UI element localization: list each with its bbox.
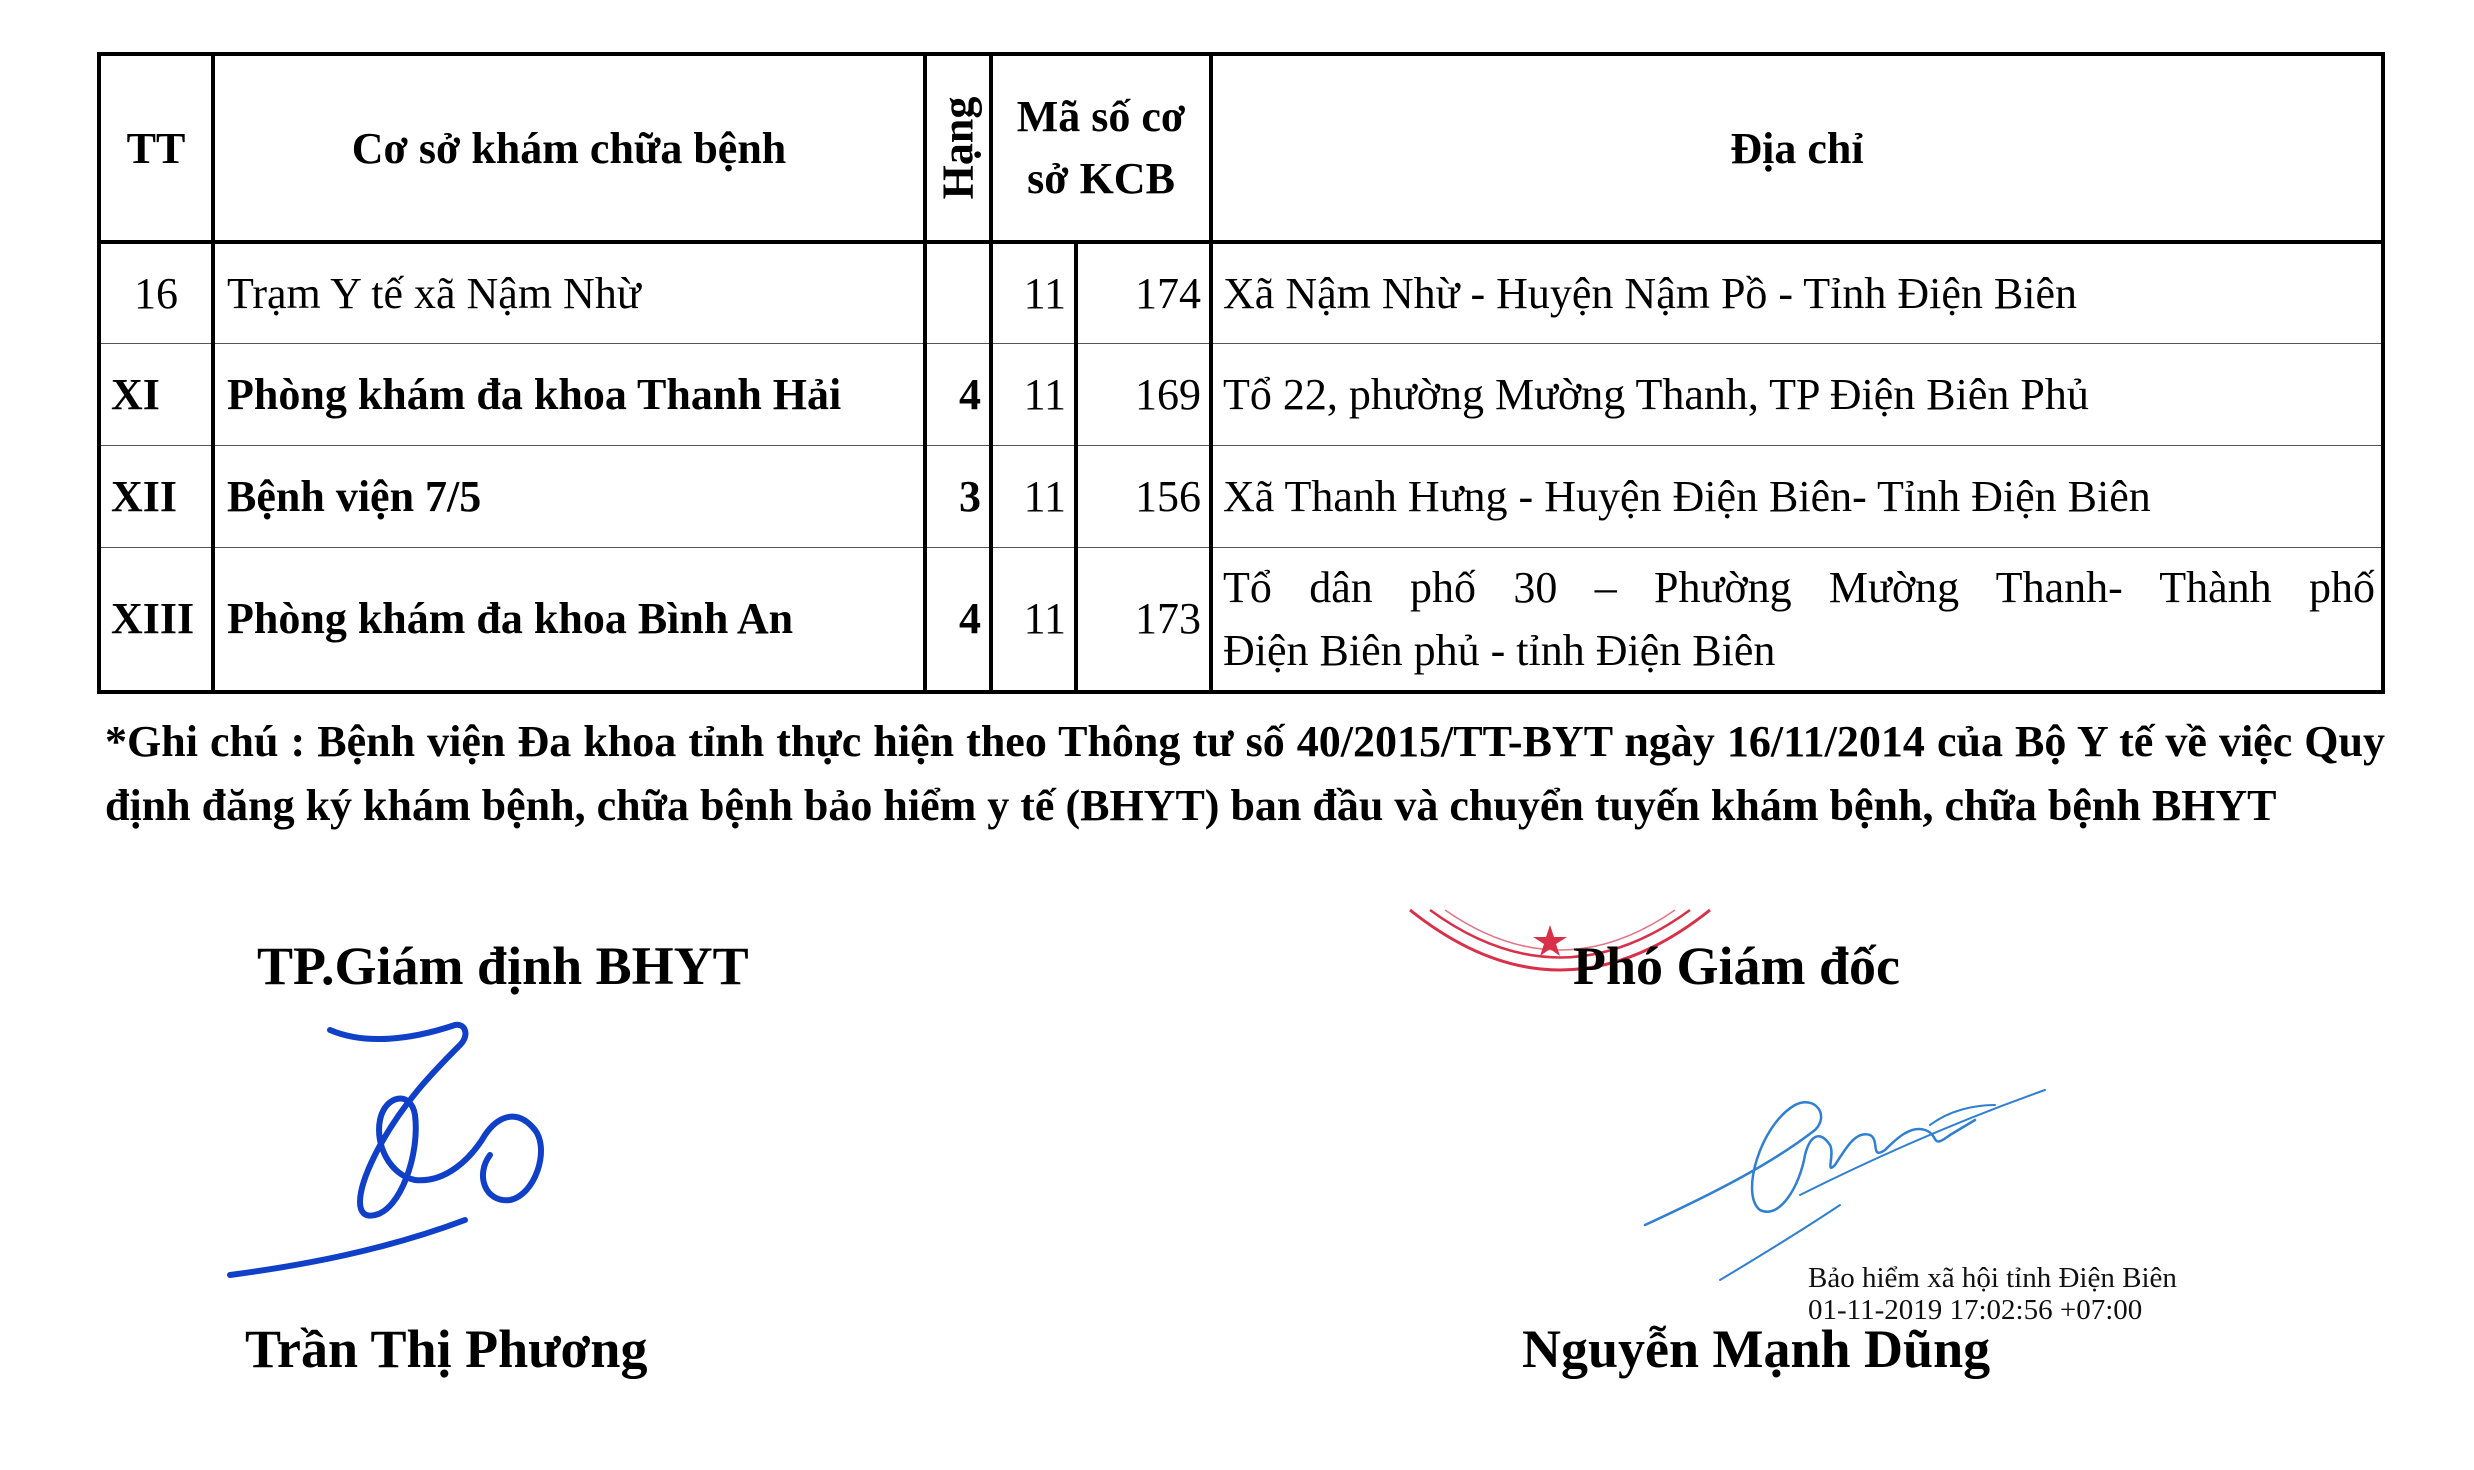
cell-tt: XII: [99, 446, 213, 548]
cell-code-facility: 173: [1076, 547, 1211, 692]
cell-code-facility: 156: [1076, 446, 1211, 548]
cell-tt: XI: [99, 344, 213, 446]
cell-address-line2: Điện Biên phủ - tỉnh Điện Biên: [1223, 625, 1776, 675]
left-signer-title: TP.Giám định BHYT: [257, 936, 749, 996]
header-facility: Cơ sở khám chữa bệnh: [213, 54, 925, 242]
cell-code-province: 11: [991, 547, 1076, 692]
cell-facility: Bệnh viện 7/5: [213, 446, 925, 548]
cell-address: Tổ 22, phường Mường Thanh, TP Điện Biên Phủ: [1211, 344, 2383, 446]
cell-facility: Phòng khám đa khoa Bình An: [213, 547, 925, 692]
header-rank-label: Hạng: [933, 96, 983, 200]
cell-facility: Trạm Y tế xã Nậm Nhừ: [213, 242, 925, 344]
table-row: [99, 344, 2383, 446]
right-signer-title: Phó Giám đốc: [1573, 936, 1901, 996]
cell-address: [1211, 547, 2383, 692]
esign-timestamp: 01-11-2019 17:02:56 +07:00: [1808, 1294, 2143, 1326]
header-code-line1: Mã số cơ: [1016, 92, 1186, 141]
header-code-line2: sở KCB: [1027, 154, 1175, 203]
table-row: [99, 242, 2383, 344]
cell-facility: Phòng khám đa khoa Thanh Hải: [213, 344, 925, 446]
header-rank: [925, 54, 991, 242]
table-header-row: [99, 54, 2383, 242]
cell-rank: 4: [925, 547, 991, 692]
header-address: Địa chỉ: [1211, 54, 2383, 242]
right-signer-name: Nguyễn Mạnh Dũng: [1522, 1319, 1991, 1379]
footnote-text: *Ghi chú : Bệnh viện Đa khoa tỉnh thực hiện theo Thông tư số 40/2015/TT-BYT ngày 16/11/2014 của Bộ Y tế về việc Quy định đăng ký khám bệnh, chữa bệnh bảo hiểm y tế (BHYT) ban đầu và chuyển tuyến khám bệnh, chữa bệnh BHYT: [105, 717, 2385, 830]
table-row: [99, 547, 2383, 692]
cell-tt: XIII: [99, 547, 213, 692]
cell-address: Xã Thanh Hưng - Huyện Điện Biên- Tỉnh Điện Biên: [1211, 446, 2383, 548]
cell-code-facility: 169: [1076, 344, 1211, 446]
digital-signature-stamp: [1808, 1262, 2177, 1326]
cell-address: Xã Nậm Nhừ - Huyện Nậm Pồ - Tỉnh Điện Biên: [1211, 242, 2383, 344]
cell-rank: 4: [925, 344, 991, 446]
facility-table: [97, 52, 2385, 694]
cell-tt: 16: [99, 242, 213, 344]
header-tt: TT: [99, 54, 213, 242]
cell-code-facility: 174: [1076, 242, 1211, 344]
esign-organization: Bảo hiểm xã hội tỉnh Điện Biên: [1808, 1262, 2177, 1294]
cell-code-province: 11: [991, 242, 1076, 344]
table-row: [99, 446, 2383, 548]
left-signer-name: Trần Thị Phương: [245, 1319, 648, 1379]
header-code: [991, 54, 1211, 242]
cell-rank: 3: [925, 446, 991, 548]
footnote: [105, 710, 2385, 838]
cell-code-province: 11: [991, 446, 1076, 548]
left-handwritten-signature: [215, 1005, 575, 1295]
cell-address-line1: Tổ dân phố 30 – Phường Mường Thanh- Thành phố: [1223, 562, 2375, 612]
cell-rank: [925, 242, 991, 344]
cell-code-province: 11: [991, 344, 1076, 446]
